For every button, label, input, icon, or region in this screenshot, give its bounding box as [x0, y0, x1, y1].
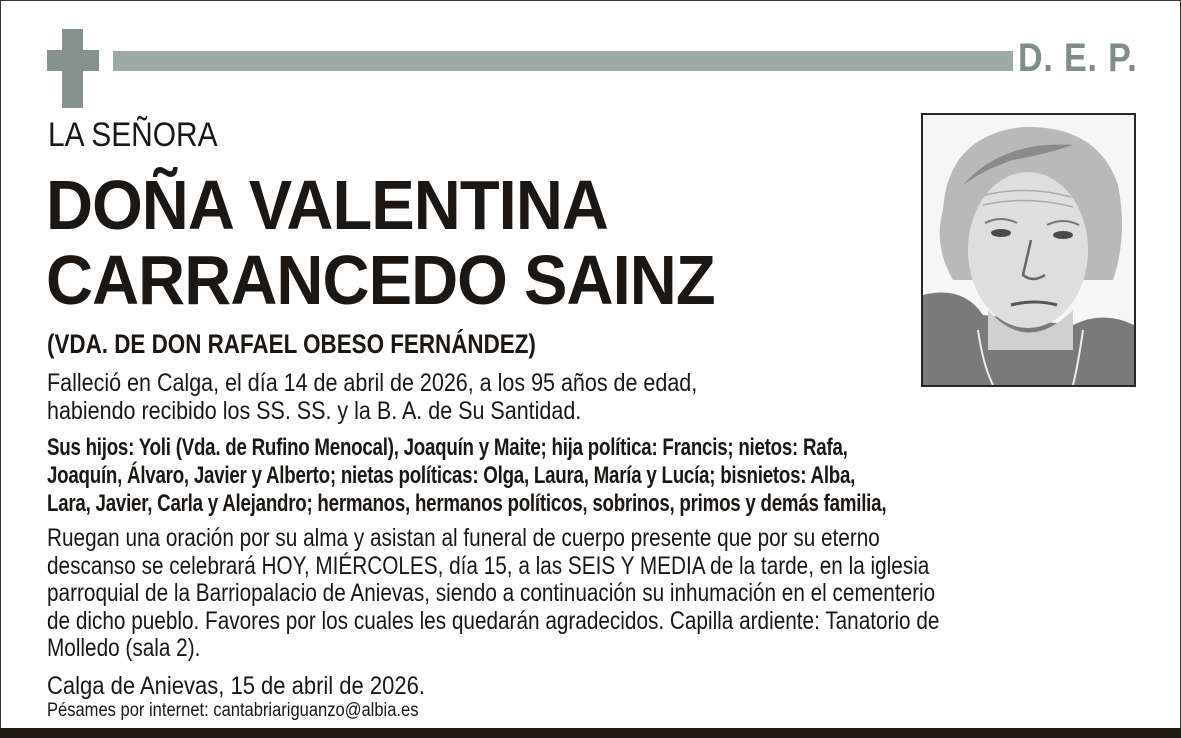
funeral-details [47, 525, 939, 663]
name-line-1: DOÑA VALENTINA [46, 166, 609, 244]
death-notice [47, 369, 697, 425]
funeral-line: Molledo (sala 2). [47, 634, 201, 662]
bottom-border [0, 728, 1181, 738]
portrait-illustration [923, 115, 1134, 385]
funeral-line: parroquial de la Barriopalacio de Anievas, siendo a continuación su inhumación en el cementerio [47, 579, 936, 607]
dep-label: D. E. P. [1018, 36, 1138, 80]
funeral-line: descanso se celebrará HOY, MIÉRCOLES, día 15, a las SEIS Y MEDIA de la tarde, en la iglesia [47, 551, 930, 580]
portrait-photo [921, 113, 1136, 387]
family-line: Sus hijos: Yoli (Vda. de Rufino Menocal), Joaquín y Maite; hija política: Francis; nietos: Rafa, [47, 434, 848, 461]
latin-cross-icon-crossbar [47, 50, 99, 71]
family-list [47, 434, 886, 518]
honorific-prefix: LA SEÑORA [48, 116, 218, 154]
header-rule [113, 51, 1013, 71]
death-notice-line: habiendo recibido los SS. SS. y la B. A. de Su Santidad. [47, 397, 582, 425]
funeral-line: de dicho pueblo. Favores por los cuales les quedarán agradecidos. Capilla ardiente: Tanatorio de [47, 606, 940, 635]
family-line: Lara, Javier, Carla y Alejandro; hermanos, hermanos políticos, sobrinos, primos y demás familia, [47, 490, 887, 517]
widow-of: (VDA. DE DON RAFAEL OBESO FERNÁNDEZ) [47, 329, 536, 359]
death-notice-line: Falleció en Calga, el día 14 de abril de 2026, a los 95 años de edad, [47, 369, 698, 397]
family-line: Joaquín, Álvaro, Javier y Alberto; nietas políticas: Olga, Laura, María y Lucía; bisnietos: Alba, [47, 462, 856, 489]
deceased-name [46, 168, 715, 318]
place-date: Calga de Anievas, 15 de abril de 2026. [47, 672, 425, 700]
name-line-2: CARRANCEDO SAINZ [46, 241, 715, 319]
funeral-line: Ruegan una oración por su alma y asistan al funeral de cuerpo presente que por su eterno [47, 524, 880, 552]
condolences-email: Pésames por internet: cantabriariguanzo@albia.es [47, 700, 419, 721]
